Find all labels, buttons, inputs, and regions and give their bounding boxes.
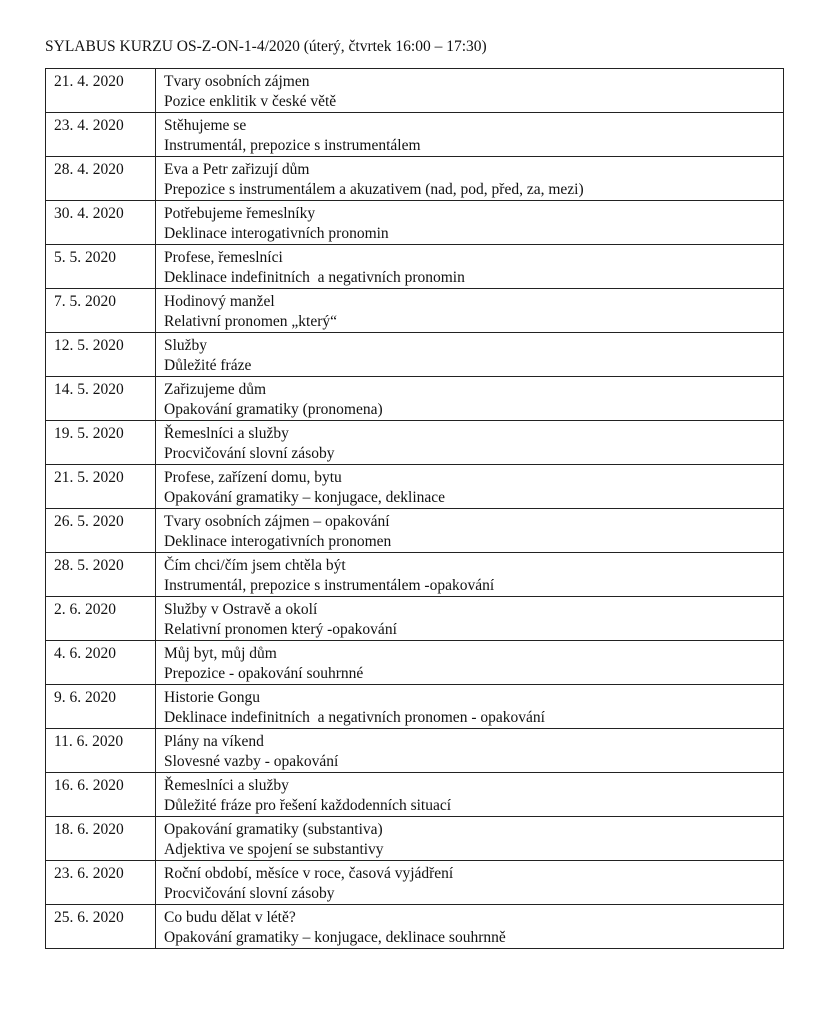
content-cell (156, 641, 784, 685)
table-row (46, 289, 784, 333)
lesson-topic: Plány na víkend (164, 733, 264, 750)
date-cell (46, 553, 156, 597)
lesson-topic: Profese, řemeslníci (164, 249, 283, 266)
table-row (46, 861, 784, 905)
table-row (46, 597, 784, 641)
lesson-topic: Eva a Petr zařizují dům (164, 161, 310, 178)
content-cell (156, 157, 784, 201)
lesson-date: 28. 5. 2020 (54, 557, 124, 574)
lesson-date: 30. 4. 2020 (54, 205, 124, 222)
syllabus-table-body (46, 69, 784, 949)
content-cell (156, 201, 784, 245)
lesson-date: 25. 6. 2020 (54, 909, 124, 926)
table-row (46, 157, 784, 201)
content-cell (156, 905, 784, 949)
date-cell (46, 113, 156, 157)
table-row (46, 69, 784, 113)
lesson-topic: Řemeslníci a služby (164, 777, 289, 794)
table-row (46, 421, 784, 465)
date-cell (46, 905, 156, 949)
content-cell (156, 421, 784, 465)
lesson-topic: Opakování gramatiky (substantiva) (164, 821, 383, 838)
content-cell (156, 69, 784, 113)
content-cell (156, 597, 784, 641)
lesson-grammar: Deklinace interogativních pronomen (164, 533, 392, 550)
table-row (46, 245, 784, 289)
document-title: SYLABUS KURZU OS-Z-ON-1-4/2020 (úterý, čtvrtek 16:00 – 17:30) (45, 38, 487, 55)
lesson-grammar: Prepozice - opakování souhrnné (164, 665, 364, 682)
table-row (46, 113, 784, 157)
content-cell (156, 289, 784, 333)
lesson-date: 26. 5. 2020 (54, 513, 124, 530)
lesson-topic: Stěhujeme se (164, 117, 247, 134)
lesson-topic: Profese, zařízení domu, bytu (164, 469, 342, 486)
lesson-grammar: Důležité fráze pro řešení každodenních situací (164, 797, 452, 814)
table-row (46, 905, 784, 949)
content-cell (156, 861, 784, 905)
table-row (46, 333, 784, 377)
lesson-date: 18. 6. 2020 (54, 821, 124, 838)
date-cell (46, 421, 156, 465)
content-cell (156, 773, 784, 817)
table-row (46, 201, 784, 245)
date-cell (46, 597, 156, 641)
lesson-date: 14. 5. 2020 (54, 381, 124, 398)
lesson-date: 7. 5. 2020 (54, 293, 116, 310)
content-cell (156, 509, 784, 553)
table-row (46, 817, 784, 861)
lesson-grammar: Opakování gramatiky – konjugace, deklinace (164, 489, 446, 506)
date-cell (46, 685, 156, 729)
lesson-grammar: Relativní pronomen „který“ (164, 313, 338, 330)
lesson-topic: Co budu dělat v létě? (164, 909, 296, 926)
lesson-date: 19. 5. 2020 (54, 425, 124, 442)
lesson-date: 5. 5. 2020 (54, 249, 116, 266)
lesson-grammar: Deklinace interogativních pronomin (164, 225, 389, 242)
lesson-date: 23. 6. 2020 (54, 865, 124, 882)
lesson-date: 11. 6. 2020 (54, 733, 124, 750)
date-cell (46, 641, 156, 685)
lesson-topic: Tvary osobních zájmen – opakování (164, 513, 390, 530)
lesson-grammar: Instrumentál, prepozice s instrumentálem -opakování (164, 577, 495, 594)
date-cell (46, 509, 156, 553)
date-cell (46, 377, 156, 421)
content-cell (156, 729, 784, 773)
table-row (46, 465, 784, 509)
table-row (46, 729, 784, 773)
table-row (46, 773, 784, 817)
content-cell (156, 377, 784, 421)
syllabus-table (45, 68, 784, 949)
date-cell (46, 861, 156, 905)
lesson-topic: Roční období, měsíce v roce, časová vyjádření (164, 865, 454, 882)
lesson-grammar: Procvičování slovní zásoby (164, 885, 335, 902)
lesson-date: 16. 6. 2020 (54, 777, 124, 794)
lesson-grammar: Deklinace indefinitních a negativních pronomen - opakování (164, 709, 545, 726)
lesson-date: 23. 4. 2020 (54, 117, 124, 134)
date-cell (46, 773, 156, 817)
lesson-grammar: Procvičování slovní zásoby (164, 445, 335, 462)
date-cell (46, 729, 156, 773)
lesson-topic: Můj byt, můj dům (164, 645, 277, 662)
lesson-topic: Řemeslníci a služby (164, 425, 289, 442)
table-row (46, 377, 784, 421)
lesson-date: 4. 6. 2020 (54, 645, 116, 662)
lesson-topic: Čím chci/čím jsem chtěla být (164, 557, 346, 574)
lesson-date: 21. 5. 2020 (54, 469, 124, 486)
lesson-grammar: Relativní pronomen který -opakování (164, 621, 397, 638)
lesson-topic: Hodinový manžel (164, 293, 275, 310)
lesson-topic: Historie Gongu (164, 689, 261, 706)
lesson-topic: Potřebujeme řemeslníky (164, 205, 316, 222)
table-row (46, 509, 784, 553)
lesson-date: 21. 4. 2020 (54, 73, 124, 90)
date-cell (46, 465, 156, 509)
table-row (46, 553, 784, 597)
content-cell (156, 333, 784, 377)
content-cell (156, 465, 784, 509)
lesson-date: 9. 6. 2020 (54, 689, 116, 706)
lesson-grammar: Opakování gramatiky – konjugace, deklinace souhrnně (164, 929, 506, 946)
lesson-date: 12. 5. 2020 (54, 337, 124, 354)
content-cell (156, 817, 784, 861)
lesson-topic: Služby (164, 337, 208, 354)
date-cell (46, 157, 156, 201)
lesson-grammar: Deklinace indefinitních a negativních pronomin (164, 269, 465, 286)
lesson-grammar: Slovesné vazby - opakování (164, 753, 339, 770)
date-cell (46, 289, 156, 333)
lesson-topic: Tvary osobních zájmen (164, 73, 310, 90)
date-cell (46, 69, 156, 113)
lesson-grammar: Pozice enklitik v české větě (164, 93, 337, 110)
table-row (46, 641, 784, 685)
lesson-grammar: Opakování gramatiky (pronomena) (164, 401, 383, 418)
lesson-date: 2. 6. 2020 (54, 601, 116, 618)
lesson-grammar: Instrumentál, prepozice s instrumentálem (164, 137, 421, 154)
content-cell (156, 245, 784, 289)
lesson-topic: Zařizujeme dům (164, 381, 266, 398)
lesson-grammar: Prepozice s instrumentálem a akuzativem (nad, pod, před, za, mezi) (164, 181, 584, 198)
content-cell (156, 553, 784, 597)
date-cell (46, 333, 156, 377)
content-cell (156, 113, 784, 157)
lesson-grammar: Adjektiva ve spojení se substantivy (164, 841, 384, 858)
lesson-grammar: Důležité fráze (164, 357, 252, 374)
date-cell (46, 245, 156, 289)
date-cell (46, 201, 156, 245)
content-cell (156, 685, 784, 729)
table-row (46, 685, 784, 729)
lesson-date: 28. 4. 2020 (54, 161, 124, 178)
lesson-topic: Služby v Ostravě a okolí (164, 601, 318, 618)
date-cell (46, 817, 156, 861)
